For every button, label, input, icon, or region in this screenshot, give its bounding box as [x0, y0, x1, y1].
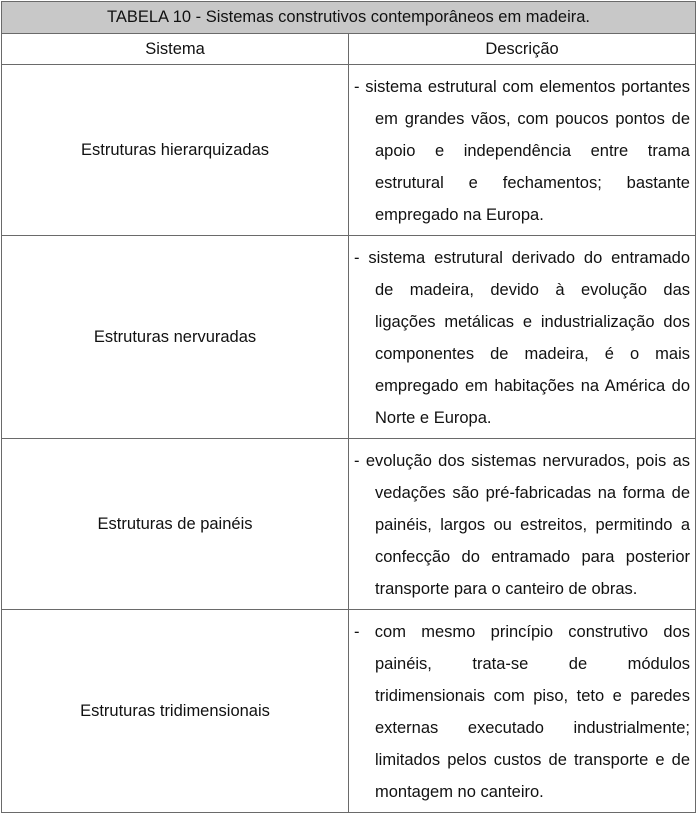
systems-table — [1, 1, 696, 813]
sistema-cell: Estruturas nervuradas — [2, 236, 349, 439]
descricao-cell: - sistema estrutural com elementos portantes em grandes vãos, com poucos pontos de apoio e independência entre trama estrutural e fechamentos; bastante empregado na Europa. — [349, 65, 696, 236]
descricao-cell: - com mesmo princípio construtivo dos painéis, trata-se de módulos tridimensionais com piso, teto e paredes externas executado industrialmente; limitados pelos custos de transporte e de montagem no canteiro. — [349, 610, 696, 813]
descricao-cell: - evolução dos sistemas nervurados, pois as vedações são pré-fabricadas na forma de painéis, largos ou estreitos, permitindo a confecção do entramado para posterior transporte para o canteiro de obras. — [349, 439, 696, 610]
sistema-cell: Estruturas hierarquizadas — [2, 65, 349, 236]
sistema-cell: Estruturas de painéis — [2, 439, 349, 610]
table-title: TABELA 10 - Sistemas construtivos contemporâneos em madeira. — [2, 2, 696, 34]
table-row — [2, 439, 696, 610]
column-header-descricao: Descrição — [349, 34, 696, 65]
sistema-cell: Estruturas tridimensionais — [2, 610, 349, 813]
descricao-cell: - sistema estrutural derivado do entramado de madeira, devido à evolução das ligações metálicas e industrialização dos componentes de madeira, é o mais empregado em habitações na América do Norte e Europa. — [349, 236, 696, 439]
table-row — [2, 236, 696, 439]
column-header-sistema: Sistema — [2, 34, 349, 65]
table-row — [2, 65, 696, 236]
table-row — [2, 610, 696, 813]
